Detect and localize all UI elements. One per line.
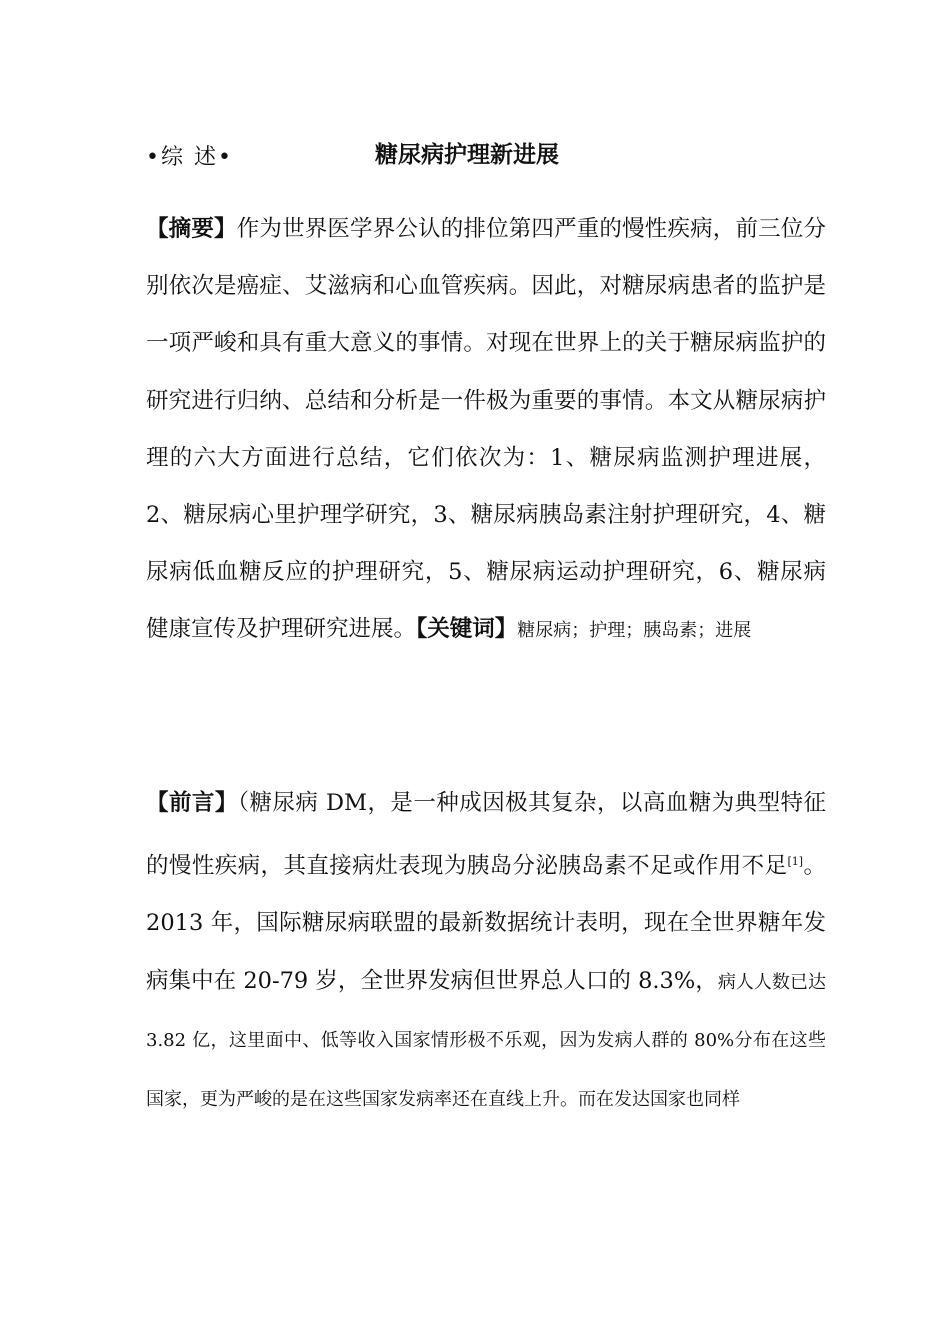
keywords-text: 糖尿病；护理；胰岛素；进展 bbox=[517, 620, 752, 642]
citation-marker: [1] bbox=[787, 854, 804, 868]
foreword-text-part2: 。2013 年，国际糖尿病联盟的最新数据统计表明，现在全世界糖年发病集中在 20-79 岁，全世界发病但世界总人口的 8.3%， bbox=[146, 852, 826, 994]
abstract-paragraph bbox=[146, 201, 826, 660]
abstract-label: 【摘要】 bbox=[146, 216, 237, 242]
article-title: 糖尿病护理新进展 bbox=[375, 141, 559, 168]
abstract-text: 作为世界医学界公认的排位第四严重的慢性疾病，前三位分别依次是癌症、艾滋病和心血管疾病。因此，对糖尿病患者的监护是一项严峻和具有重大意义的事情。对现在世界上的关于糖尿病监护的研究进行归纳、总结和分析是一件极为重要的事情。本文从糖尿病护理的六大方面进行总结，它们依次为：1、糖尿病监测护理进展，2、糖尿病心里护理学研究，3、糖尿病胰岛素注射护理研究，4、糖尿病低血糖反应的护理研究，5、糖尿病运动护理研究，6、糖尿病健康宣传及护理研究进展。 bbox=[146, 216, 826, 643]
foreword-text-part1: （糖尿病 DM，是一种成因极其复杂，以高血糖为典型特征的慢性疾病，其直接病灶表现为胰岛分泌胰岛素不足或作用不足 bbox=[146, 790, 826, 879]
foreword-paragraph bbox=[146, 775, 826, 1128]
keywords-label: 【关键词】 bbox=[416, 616, 518, 643]
section-label: •综 述• bbox=[146, 145, 233, 170]
foreword-text-part3: 病人人数已达 3.82 亿，这里面中、低等收入国家情形极不乐观，因为发病人群的 80%分布在这些国家，更为严峻的是在这些国家发病率还在直线上升。而在发达国家也同样 bbox=[146, 971, 827, 1110]
foreword-label: 【前言】 bbox=[146, 790, 238, 816]
